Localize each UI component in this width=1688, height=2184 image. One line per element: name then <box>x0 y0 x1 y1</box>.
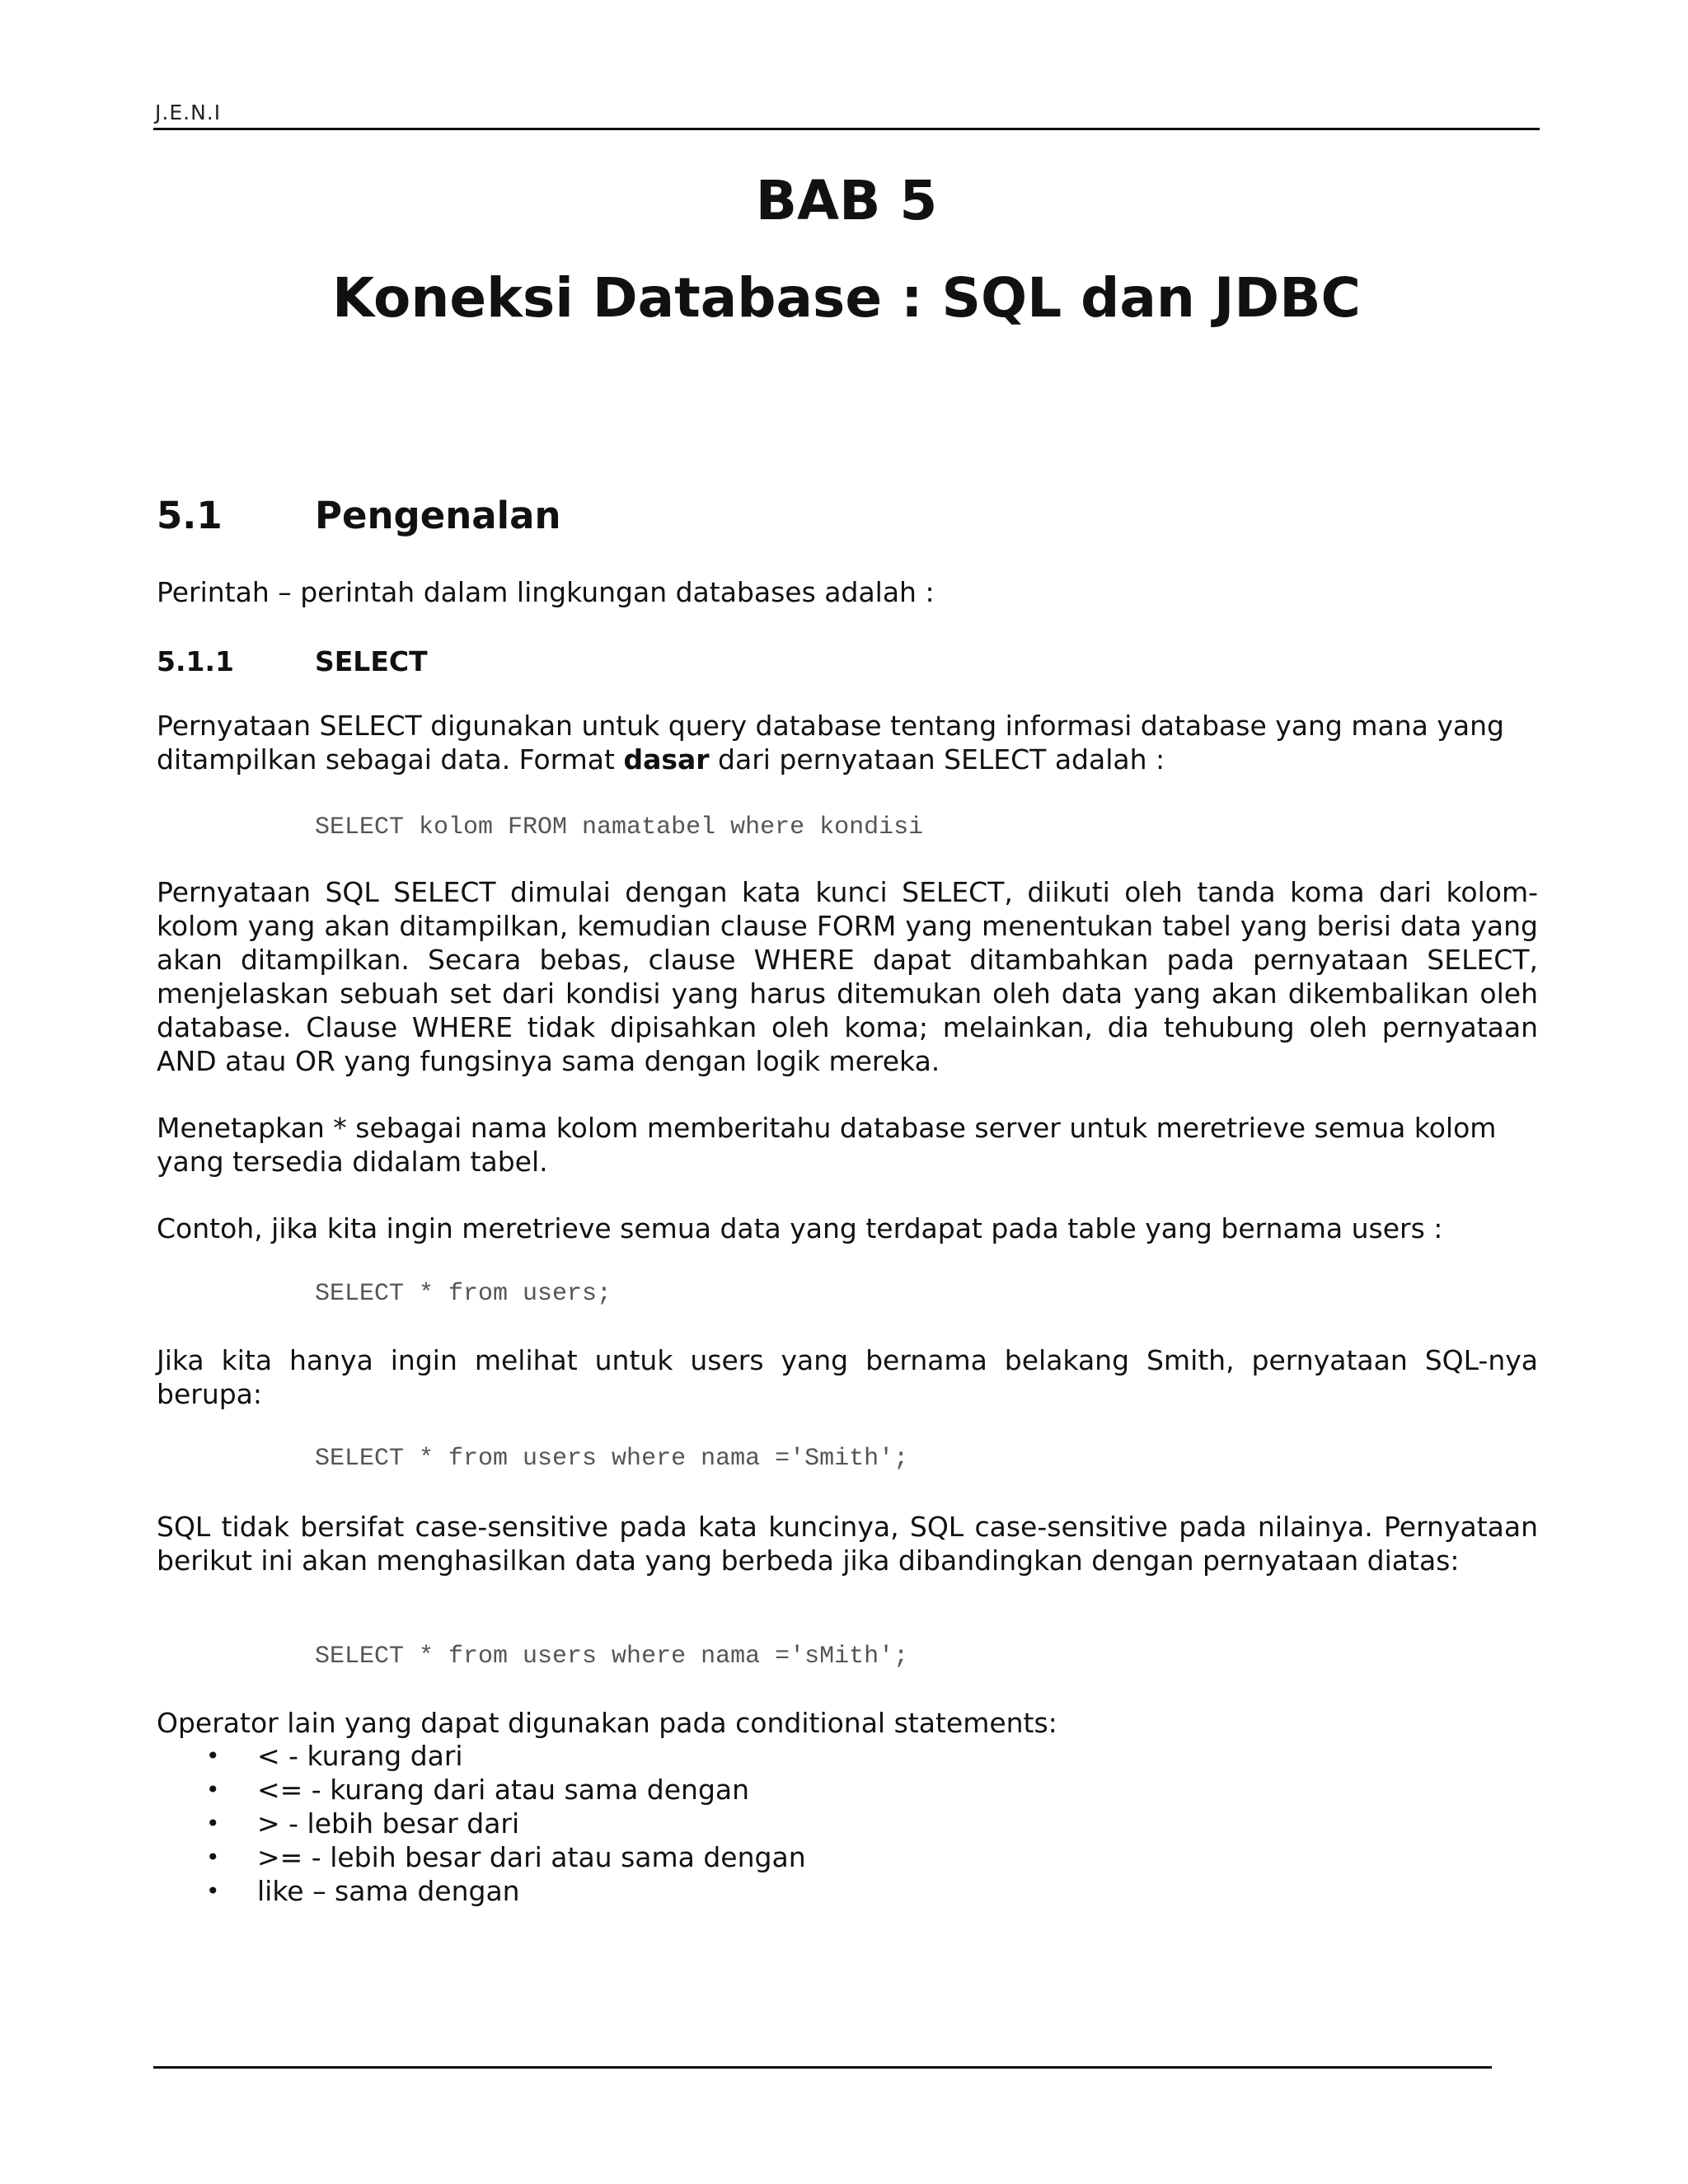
code-select-format: SELECT kolom FROM namatabel where kondisi <box>315 813 924 841</box>
section-number: 5.1 <box>157 494 223 537</box>
running-header: J.E.N.I <box>155 101 222 124</box>
operators-list <box>157 1739 1146 1908</box>
bold-keyword: dasar <box>623 743 710 776</box>
section-heading <box>157 491 561 541</box>
subsection-number: 5.1.1 <box>157 645 234 677</box>
paragraph-operators: Operator lain yang dapat digunakan pada conditional statements: <box>157 1707 1057 1739</box>
paragraph-asterisk: Menetapkan * sebagai nama kolom memberitahu database server untuk meretrieve semua kolom yang tersedia didalam tabel. <box>157 1112 1497 1178</box>
code-select-users: SELECT * from users; <box>315 1280 612 1308</box>
list-item: • >= - lebih besar dari atau sama dengan <box>157 1840 1146 1874</box>
paragraph-smith: Jika kita hanya ingin melihat untuk users yang bernama belakang Smith, pernyataan SQL-nya berupa: <box>157 1344 1538 1410</box>
list-item: • > - lebih besar dari <box>157 1807 1146 1840</box>
paragraph-select-description <box>157 709 1538 776</box>
subsection-title: SELECT <box>315 645 428 677</box>
code-select-smith: SELECT * from users where nama ='Smith'; <box>315 1445 909 1473</box>
paragraph-example: Contoh, jika kita ingin meretrieve semua data yang terdapat pada table yang bernama users : <box>157 1212 1443 1244</box>
section-intro: Perintah – perintah dalam lingkungan databases adalah : <box>157 576 935 608</box>
paragraph-select-explanation: Pernyataan SQL SELECT dimulai dengan kata kunci SELECT, diikuti oleh tanda koma dari kolom-kolom yang akan ditampilkan, kemudian clause FORM yang menentukan tabel yang berisi data yang akan ditampilkan. Secara bebas, clause WHERE dapat ditambahkan pada pernyataan SELECT, menjelaskan sebuah set dari kondisi yang harus ditemukan oleh data yang akan dikembalikan oleh database. Clause WHERE tidak dipisahkan oleh koma; melainkan, dia tehubung oleh pernyataan AND atau OR yang fungsinya sama dengan logik mereka. <box>157 876 1538 1077</box>
section-title: Pengenalan <box>315 494 561 537</box>
list-item: • < - kurang dari <box>157 1739 1146 1773</box>
chapter-number: BAB 5 <box>755 169 938 232</box>
list-item: • like – sama dengan <box>157 1874 1146 1908</box>
paragraph-text: Pernyataan SELECT digunakan untuk query database tentang informasi database yang mana yang ditampilkan sebagai data. Format <box>157 710 1504 776</box>
chapter-title: Koneksi Database : SQL dan JDBC <box>332 266 1361 330</box>
paragraph-case-sensitivity: SQL tidak bersifat case-sensitive pada kata kuncinya, SQL case-sensitive pada nilainya. Pernyataan berikut ini akan menghasilkan data yang berbeda jika dibandingkan dengan pernyataan diatas: <box>157 1511 1538 1577</box>
subsection-heading <box>157 643 428 681</box>
paragraph-text: dari pernyataan SELECT adalah : <box>709 743 1165 776</box>
list-item: • <= - kurang dari atau sama dengan <box>157 1773 1146 1807</box>
header-rule <box>153 128 1540 130</box>
code-select-smith-variant: SELECT * from users where nama ='sMith'; <box>315 1643 909 1671</box>
footer-rule <box>153 2066 1492 2069</box>
